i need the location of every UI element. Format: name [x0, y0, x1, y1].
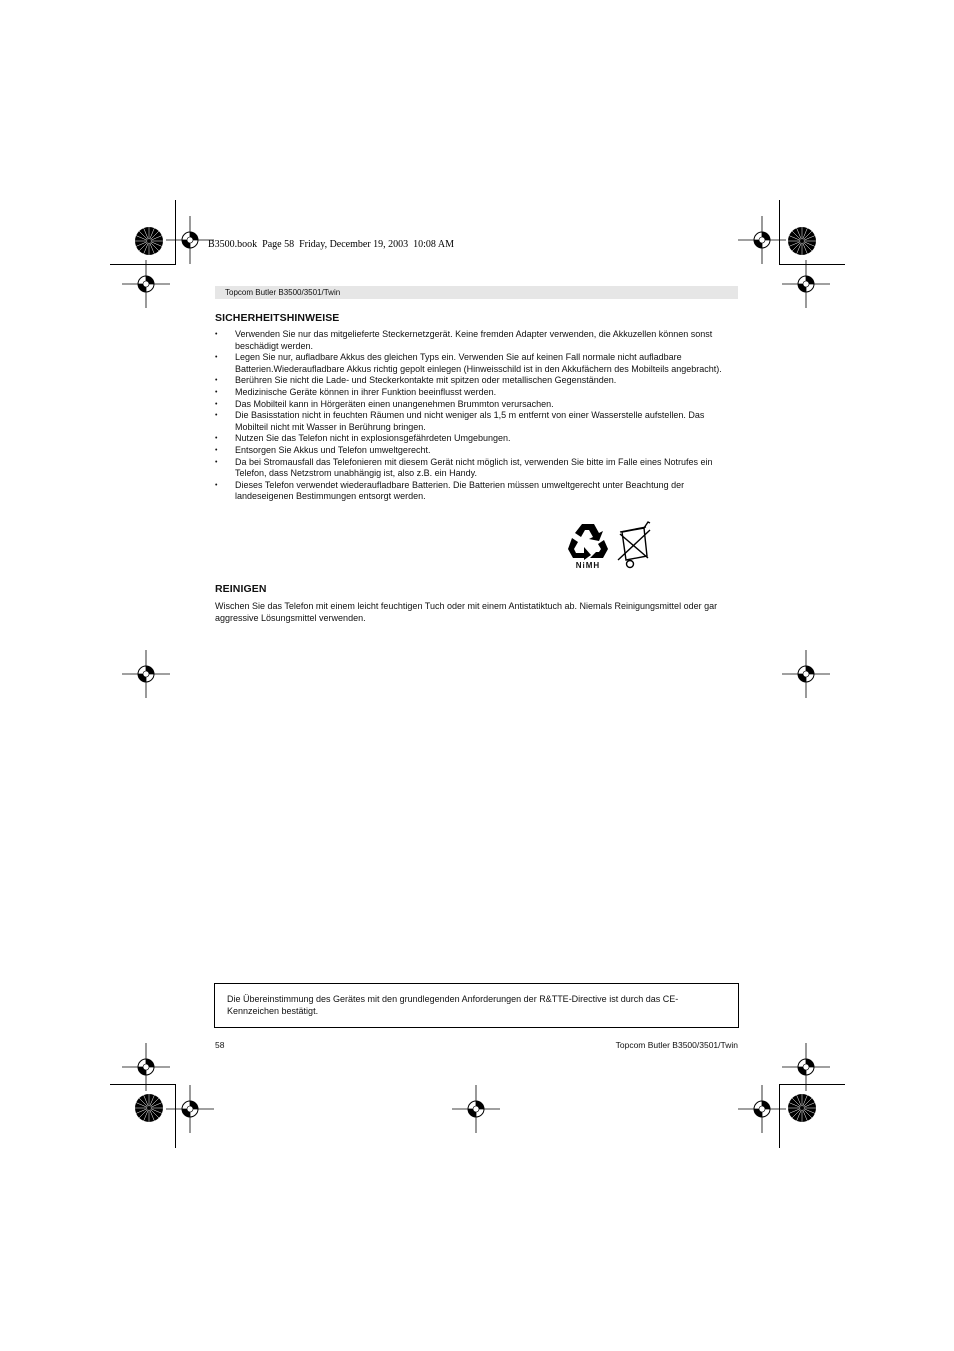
list-item-text: Verwenden Sie nur das mitgelieferte Steckernetzgerät. Keine fremden Adapter verwenden, die Akkuzellen können sonst beschädigt werden.	[235, 329, 713, 351]
list-item-text: Die Basisstation nicht in feuchten Räumen und nicht weniger als 1,5 m entfernt von einer Wasserstelle aufstellen. Das Mobilteil nicht mit Wasser in Berührung bringen.	[235, 410, 705, 432]
registration-mark-icon	[781, 1042, 831, 1092]
list-item-text: Entsorgen Sie Akkus und Telefon umweltgerecht.	[235, 444, 431, 455]
cleaning-title: REINIGEN	[215, 583, 267, 595]
star-target-icon	[786, 225, 818, 257]
star-target-icon	[133, 1092, 165, 1124]
bullet: •	[215, 400, 218, 408]
registration-mark-icon	[781, 649, 831, 699]
list-item	[215, 445, 739, 457]
list-item	[215, 387, 739, 399]
crossed-out-bin-icon	[614, 520, 654, 570]
bullet: •	[215, 412, 218, 420]
list-item-text: Das Mobilteil kann in Hörgeräten einen unangenehmen Brummton verursachen.	[235, 398, 554, 409]
ce-notice-box	[214, 983, 739, 1028]
list-item	[215, 399, 739, 411]
registration-mark-icon	[121, 259, 171, 309]
list-item	[215, 433, 739, 445]
cleaning-text: Wischen Sie das Telefon mit einem leicht feuchtigen Tuch oder mit einem Antistatiktuch ab. Niemals Reinigungsmittel oder gar aggressive Lösungsmittel verwenden.	[215, 601, 718, 623]
bullet: •	[215, 435, 218, 443]
nimh-label: NiMH	[575, 561, 601, 570]
bullet: •	[215, 377, 218, 385]
list-item-text: Legen Sie nur, aufladbare Akkus des gleichen Typs ein. Verwenden Sie auf keinen Fall normale nicht aufladbare Batterien.Wiederaufladbare Akkus richtig gepolt einlegen (Hinweisschild ist in den Akkufächern des Mobilteils angebracht).	[235, 352, 722, 374]
safety-title: SICHERHEITSHINWEISE	[215, 312, 340, 324]
bullet: •	[215, 388, 218, 396]
print-slug: B3500.book Page 58 Friday, December 19, 2003 10:08 AM	[208, 239, 454, 250]
list-item-text: Dieses Telefon verwendet wiederaufladbare Batterien. Die Batterien müssen umweltgerecht unter Beachtung der landeseigenen Bestimmungen entsorgt werden.	[235, 479, 685, 502]
list-item	[215, 457, 739, 480]
page-number: 58	[215, 1040, 225, 1050]
footer-product: Topcom Butler B3500/3501/Twin	[615, 1040, 738, 1050]
list-item-text: Nutzen Sie das Telefon nicht in explosionsgefährdeten Umgebungen.	[235, 433, 511, 444]
registration-mark-icon	[737, 215, 787, 265]
registration-mark-icon	[121, 649, 171, 699]
bullet: •	[215, 446, 218, 454]
star-target-icon	[786, 1092, 818, 1124]
recycle-nimh-icon	[566, 522, 610, 570]
running-head: Topcom Butler B3500/3501/Twin	[215, 286, 738, 299]
bullet: •	[215, 458, 218, 466]
list-item	[215, 352, 739, 375]
star-target-icon	[133, 225, 165, 257]
list-item	[215, 329, 739, 352]
list-item	[215, 410, 739, 433]
registration-mark-icon	[737, 1084, 787, 1134]
registration-mark-icon	[451, 1084, 501, 1134]
safety-list	[215, 329, 739, 503]
bullet: •	[215, 481, 218, 489]
list-item-text: Medizinische Geräte können in ihrer Funktion beeinflusst werden.	[235, 386, 497, 397]
bullet: •	[215, 331, 218, 338]
ce-notice-text: Die Übereinstimmung des Gerätes mit den grundlegenden Anforderungen der R&TTE-Directive ist durch das CE-Kennzeichen bestätigt.	[227, 994, 679, 1016]
registration-mark-icon	[121, 1042, 171, 1092]
list-item-text: Berühren Sie nicht die Lade- und Steckerkontakte mit spitzen oder metallischen Gegenständen.	[235, 375, 617, 386]
list-item	[215, 480, 739, 503]
registration-mark-icon	[165, 1084, 215, 1134]
registration-mark-icon	[781, 259, 831, 309]
bullet: •	[215, 354, 218, 362]
list-item-text: Da bei Stromausfall das Telefonieren mit diesem Gerät nicht möglich ist, verwenden Sie bitte im Falle eines Notrufes ein Telefon, dass Netzstrom unabhängig ist, also z.B. ein Handy.	[235, 456, 713, 479]
list-item	[215, 375, 739, 387]
